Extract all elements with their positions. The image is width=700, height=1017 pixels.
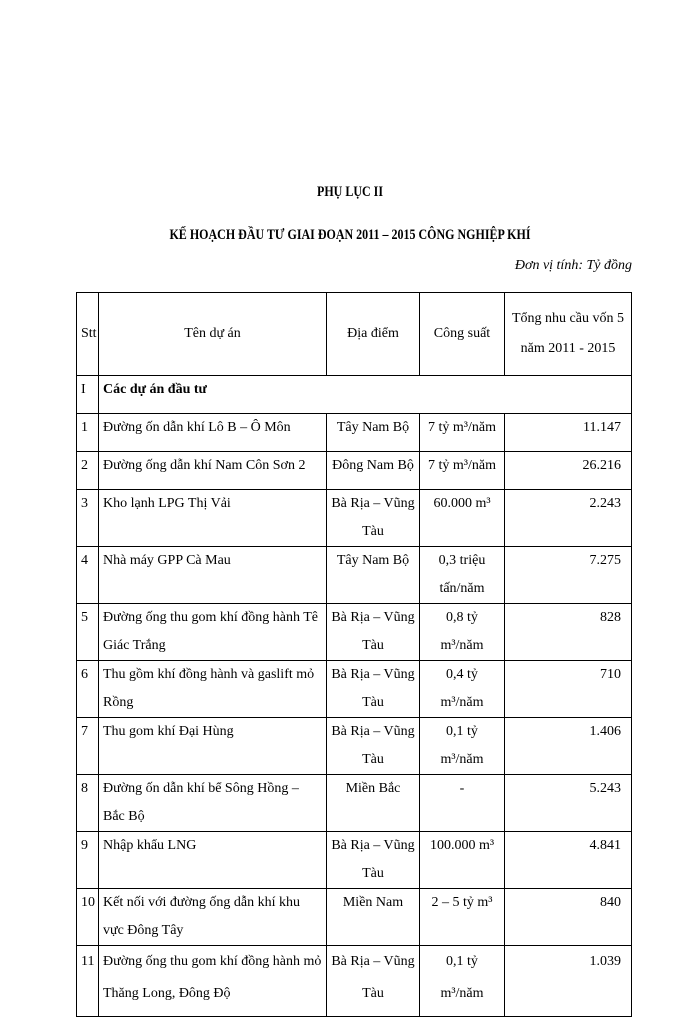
cell-name: Đường ống dẫn khí Nam Côn Sơn 2 <box>99 452 327 490</box>
table-row <box>77 547 632 604</box>
cell-capital: 26.216 <box>505 452 632 490</box>
cell-stt: 9 <box>77 832 99 889</box>
cell-capital: 11.147 <box>505 414 632 452</box>
cell-name: Kho lạnh LPG Thị Vải <box>99 490 327 547</box>
table-row <box>77 490 632 547</box>
cell-capital: 5.243 <box>505 775 632 832</box>
header-capacity: Công suất <box>420 293 505 376</box>
header-stt: Stt <box>77 293 99 376</box>
table-row <box>77 775 632 832</box>
header-name: Tên dự án <box>99 293 327 376</box>
cell-name: Thu gồm khí đồng hành và gaslift mỏ Rồng <box>99 661 327 718</box>
cell-stt: 1 <box>77 414 99 452</box>
cell-name: Đường ống thu gom khí đồng hành Tê Giác Trắng <box>99 604 327 661</box>
cell-capital: 2.243 <box>505 490 632 547</box>
cell-stt: 5 <box>77 604 99 661</box>
cell-capacity: 7 tỷ m³/năm <box>420 452 505 490</box>
cell-location: Bà Rịa – Vũng Tàu <box>327 946 420 1017</box>
cell-stt: 6 <box>77 661 99 718</box>
table-row <box>77 414 632 452</box>
cell-capacity: 2 – 5 tỷ m³ <box>420 889 505 946</box>
cell-capacity: 7 tỷ m³/năm <box>420 414 505 452</box>
header-capital: Tổng nhu cầu vốn 5 năm 2011 - 2015 <box>505 293 632 376</box>
cell-capacity: 0,8 tỷ m³/năm <box>420 604 505 661</box>
cell-name: Đường ống thu gom khí đồng hành mỏ Thăng Long, Đông Độ <box>99 946 327 1017</box>
cell-location: Bà Rịa – Vũng Tàu <box>327 604 420 661</box>
cell-capacity: 0,1 tỷ m³/năm <box>420 718 505 775</box>
cell-name: Nhà máy GPP Cà Mau <box>99 547 327 604</box>
cell-capital: 4.841 <box>505 832 632 889</box>
cell-stt: 2 <box>77 452 99 490</box>
cell-capital: 7.275 <box>505 547 632 604</box>
cell-location: Bà Rịa – Vũng Tàu <box>327 832 420 889</box>
cell-location: Miền Bắc <box>327 775 420 832</box>
table-header-row <box>77 293 632 376</box>
investment-table <box>76 292 632 1017</box>
cell-capital: 710 <box>505 661 632 718</box>
cell-stt: 8 <box>77 775 99 832</box>
table-row <box>77 889 632 946</box>
cell-stt: 3 <box>77 490 99 547</box>
table-row <box>77 604 632 661</box>
cell-stt: 7 <box>77 718 99 775</box>
cell-name: Nhập khẩu LNG <box>99 832 327 889</box>
cell-capital: 1.039 <box>505 946 632 1017</box>
cell-capacity: - <box>420 775 505 832</box>
section-row <box>77 376 632 414</box>
cell-capital: 840 <box>505 889 632 946</box>
table-row <box>77 452 632 490</box>
table-row <box>77 718 632 775</box>
cell-capacity: 60.000 m³ <box>420 490 505 547</box>
cell-capacity: 100.000 m³ <box>420 832 505 889</box>
cell-name: Kết nối với đường ống dẫn khí khu vực Đông Tây <box>99 889 327 946</box>
cell-name: Đường ốn dẫn khí Lô B – Ô Môn <box>99 414 327 452</box>
plan-subtitle: KẾ HOẠCH ĐẦU TƯ GIAI ĐOẠN 2011 – 2015 CÔNG NGHIỆP KHÍ <box>169 227 531 243</box>
cell-location: Tây Nam Bộ <box>327 414 420 452</box>
section-stt: I <box>77 376 99 414</box>
cell-location: Bà Rịa – Vũng Tàu <box>327 718 420 775</box>
table-row <box>77 661 632 718</box>
cell-capacity: 0,3 triệu tấn/năm <box>420 547 505 604</box>
cell-location: Miền Nam <box>327 889 420 946</box>
cell-capacity: 0,4 tỷ m³/năm <box>420 661 505 718</box>
appendix-title: PHỤ LỤC II <box>316 184 383 200</box>
cell-stt: 11 <box>77 946 99 1017</box>
cell-capacity: 0,1 tỷ m³/năm <box>420 946 505 1017</box>
cell-location: Bà Rịa – Vũng Tàu <box>327 490 420 547</box>
section-name: Các dự án đầu tư <box>99 376 632 414</box>
table-row <box>77 832 632 889</box>
cell-capital: 1.406 <box>505 718 632 775</box>
header-location: Địa điểm <box>327 293 420 376</box>
cell-stt: 4 <box>77 547 99 604</box>
cell-capital: 828 <box>505 604 632 661</box>
cell-location: Bà Rịa – Vũng Tàu <box>327 661 420 718</box>
cell-stt: 10 <box>77 889 99 946</box>
cell-location: Đông Nam Bộ <box>327 452 420 490</box>
cell-name: Đường ốn dẫn khí bể Sông Hồng – Bắc Bộ <box>99 775 327 832</box>
unit-note: Đơn vị tính: Tỷ đồng <box>514 258 632 273</box>
cell-location: Tây Nam Bộ <box>327 547 420 604</box>
table-row <box>77 946 632 1017</box>
cell-name: Thu gom khí Đại Hùng <box>99 718 327 775</box>
